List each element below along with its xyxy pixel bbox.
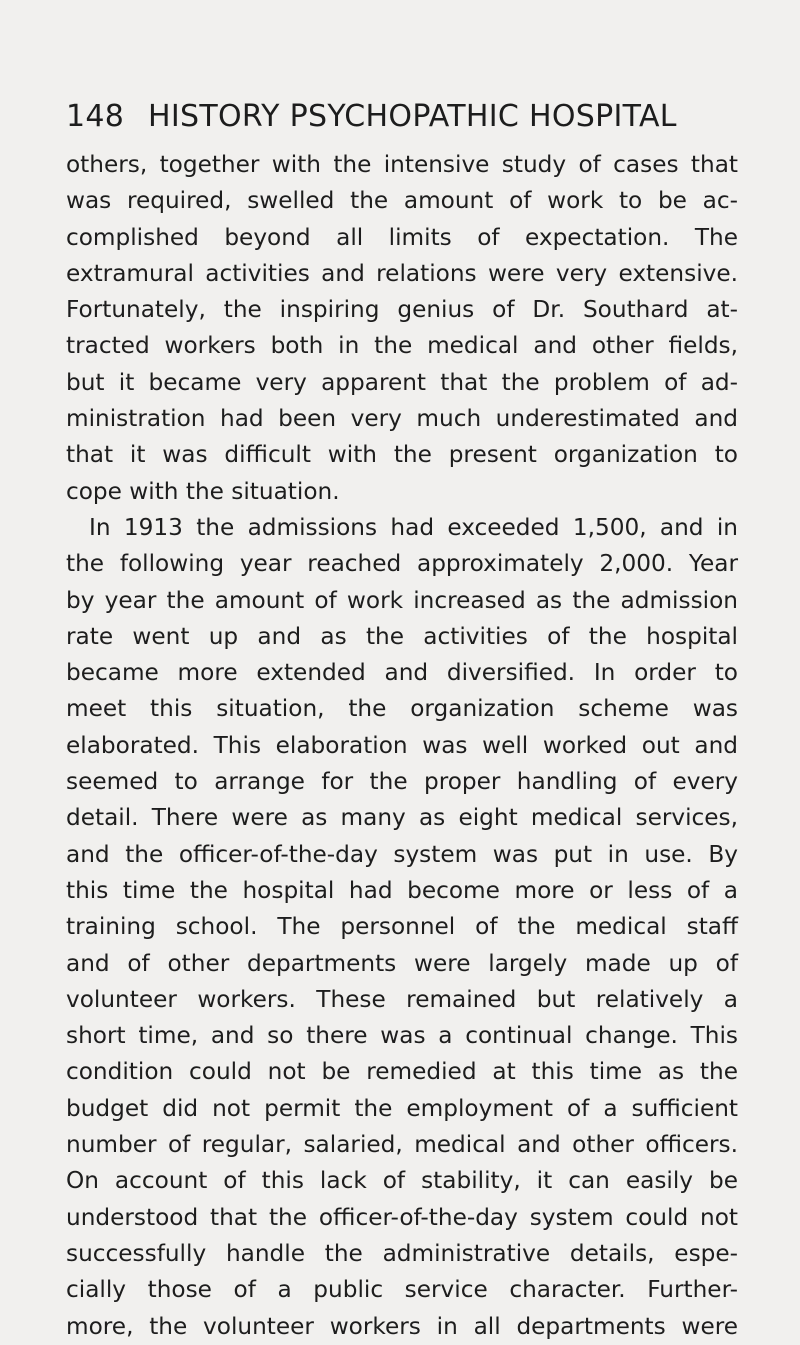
text-line: and the officer-of-the-day system was put in use. By (66, 840, 738, 868)
text-line: this time the hospital had become more or less of a (66, 876, 738, 904)
text-line: Fortunately, the inspiring genius of Dr. Southard at- (66, 296, 738, 324)
text-line: meet this situation, the organization scheme was (66, 695, 738, 723)
text-line: more, the volunteer workers in all departments were (66, 1312, 738, 1340)
page-number: 148 (66, 99, 125, 134)
text-line: cially those of a public service character. Further- (66, 1276, 738, 1304)
text-line: and of other departments were largely made up of (66, 949, 738, 977)
text-line: number of regular, salaried, medical and other officers. (66, 1131, 738, 1159)
text-line: others, together with the intensive study of cases that (66, 151, 738, 178)
text-line: but it became very apparent that the problem of ad- (66, 368, 738, 396)
text-line: budget did not permit the employment of a sufficient (66, 1094, 738, 1122)
text-line: the following year reached approximately 2,000. Year (66, 550, 738, 578)
text-line: training school. The personnel of the medical staff (66, 913, 738, 941)
text-line: became more extended and diversified. In order to (66, 659, 738, 687)
text-line: short time, and so there was a continual change. This (66, 1022, 738, 1050)
text-line: successfully handle the administrative details, espe- (66, 1239, 738, 1267)
text-line: elaborated. This elaboration was well worked out and (66, 731, 738, 759)
body-text (66, 147, 738, 1345)
text-line: by year the amount of work increased as the admission (66, 586, 738, 614)
text-line: was required, swelled the amount of work to be ac- (66, 187, 738, 215)
text-line: tracted workers both in the medical and other fields, (66, 332, 738, 360)
text-line: condition could not be remedied at this time as the (66, 1058, 738, 1086)
text-line: understood that the officer-of-the-day system could not (66, 1203, 738, 1231)
text-line: On account of this lack of stability, it can easily be (66, 1167, 738, 1195)
text-line: that it was difficult with the present organization to (66, 441, 738, 469)
text-line: ministration had been very much underestimated and (66, 405, 738, 433)
text-line: complished beyond all limits of expectation. The (66, 223, 738, 251)
text-line: rate went up and as the activities of the hospital (66, 622, 738, 650)
text-line: detail. There were as many as eight medical services, (66, 804, 738, 832)
text-line: seemed to arrange for the proper handling of every (66, 768, 738, 796)
text-line: cope with the situation. (66, 477, 340, 505)
paragraph-start-line: In 1913 the admissions had exceeded 1,500, and in (89, 513, 738, 541)
text-line: extramural activities and relations were very extensive. (66, 259, 738, 287)
text-line: volunteer workers. These remained but relatively a (66, 985, 738, 1013)
page-header (66, 95, 736, 139)
running-title: HISTORY PSYCHOPATHIC HOSPITAL (148, 99, 677, 134)
